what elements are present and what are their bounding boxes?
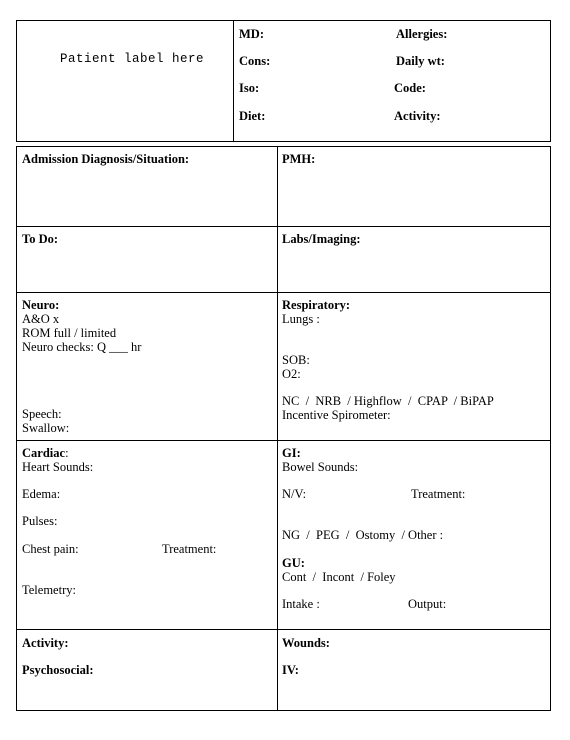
swallow-label: Swallow: bbox=[22, 421, 70, 435]
edema-label: Edema: bbox=[22, 487, 61, 501]
neuro-section bbox=[22, 298, 141, 354]
gi-tube-options: NG / PEG / Ostomy / Other : bbox=[282, 528, 444, 542]
output-label: Output: bbox=[408, 597, 447, 611]
diet-label: Diet: bbox=[239, 109, 266, 123]
telemetry-label: Telemetry: bbox=[22, 583, 76, 597]
pulses-label: Pulses: bbox=[22, 514, 58, 528]
gu-title: GU: bbox=[282, 556, 305, 570]
gi-title: GI: bbox=[282, 446, 301, 460]
iv-label: IV: bbox=[282, 663, 299, 677]
neuro-rom: ROM full / limited bbox=[22, 326, 117, 340]
main-grid bbox=[16, 146, 551, 711]
heart-sounds-label: Heart Sounds: bbox=[22, 460, 94, 474]
activity-label: Activity: bbox=[22, 636, 69, 650]
daily-wt-label: Daily wt: bbox=[396, 54, 445, 68]
chest-pain-label: Chest pain: bbox=[22, 542, 79, 556]
pmh-label: PMH: bbox=[282, 152, 316, 166]
incentive-spirometer-label: Incentive Spirometer: bbox=[282, 408, 391, 422]
respiratory-section bbox=[282, 298, 350, 326]
cardiac-title-text: Cardiac bbox=[22, 446, 66, 460]
cardiac-title-colon: : bbox=[65, 446, 69, 460]
cons-label: Cons: bbox=[239, 54, 271, 68]
grid-row-divider-1 bbox=[16, 226, 551, 227]
grid-center-divider bbox=[277, 146, 278, 711]
gi-treatment-label: Treatment: bbox=[411, 487, 466, 501]
nv-label: N/V: bbox=[282, 487, 307, 501]
activity-header-label: Activity: bbox=[394, 109, 441, 123]
todo-label: To Do: bbox=[22, 232, 59, 246]
cardiac-treatment-label: Treatment: bbox=[162, 542, 217, 556]
allergies-label: Allergies: bbox=[396, 27, 448, 41]
respiratory-title: Respiratory: bbox=[282, 298, 351, 312]
md-label: MD: bbox=[239, 27, 264, 41]
respiratory-sob-o2 bbox=[282, 353, 310, 381]
o2-label: O2: bbox=[282, 367, 301, 381]
admission-diagnosis-label: Admission Diagnosis/Situation: bbox=[22, 152, 190, 166]
code-label: Code: bbox=[394, 81, 426, 95]
respiratory-devices bbox=[282, 394, 494, 422]
bowel-sounds-label: Bowel Sounds: bbox=[282, 460, 359, 474]
labs-imaging-label: Labs/Imaging: bbox=[282, 232, 361, 246]
header-box bbox=[16, 20, 551, 142]
neuro-checks: Neuro checks: Q ___ hr bbox=[22, 340, 142, 354]
gu-options: Cont / Incont / Foley bbox=[282, 570, 396, 584]
lungs-label: Lungs : bbox=[282, 312, 320, 326]
neuro-title: Neuro: bbox=[22, 298, 60, 312]
wounds-label: Wounds: bbox=[282, 636, 330, 650]
patient-label-placeholder[interactable]: Patient label here bbox=[60, 52, 205, 66]
psychosocial-label: Psychosocial: bbox=[22, 663, 94, 677]
grid-row-divider-2 bbox=[16, 292, 551, 293]
iso-label: Iso: bbox=[239, 81, 260, 95]
intake-label: Intake : bbox=[282, 597, 320, 611]
o2-device-options: NC / NRB / Highflow / CPAP / BiPAP bbox=[282, 394, 494, 408]
grid-row-divider-4 bbox=[16, 629, 551, 630]
neuro-aox: A&O x bbox=[22, 312, 60, 326]
grid-row-divider-3 bbox=[16, 440, 551, 441]
speech-label: Speech: bbox=[22, 407, 62, 421]
sob-label: SOB: bbox=[282, 353, 310, 367]
header-divider bbox=[233, 20, 234, 142]
cardiac-title bbox=[22, 446, 69, 460]
